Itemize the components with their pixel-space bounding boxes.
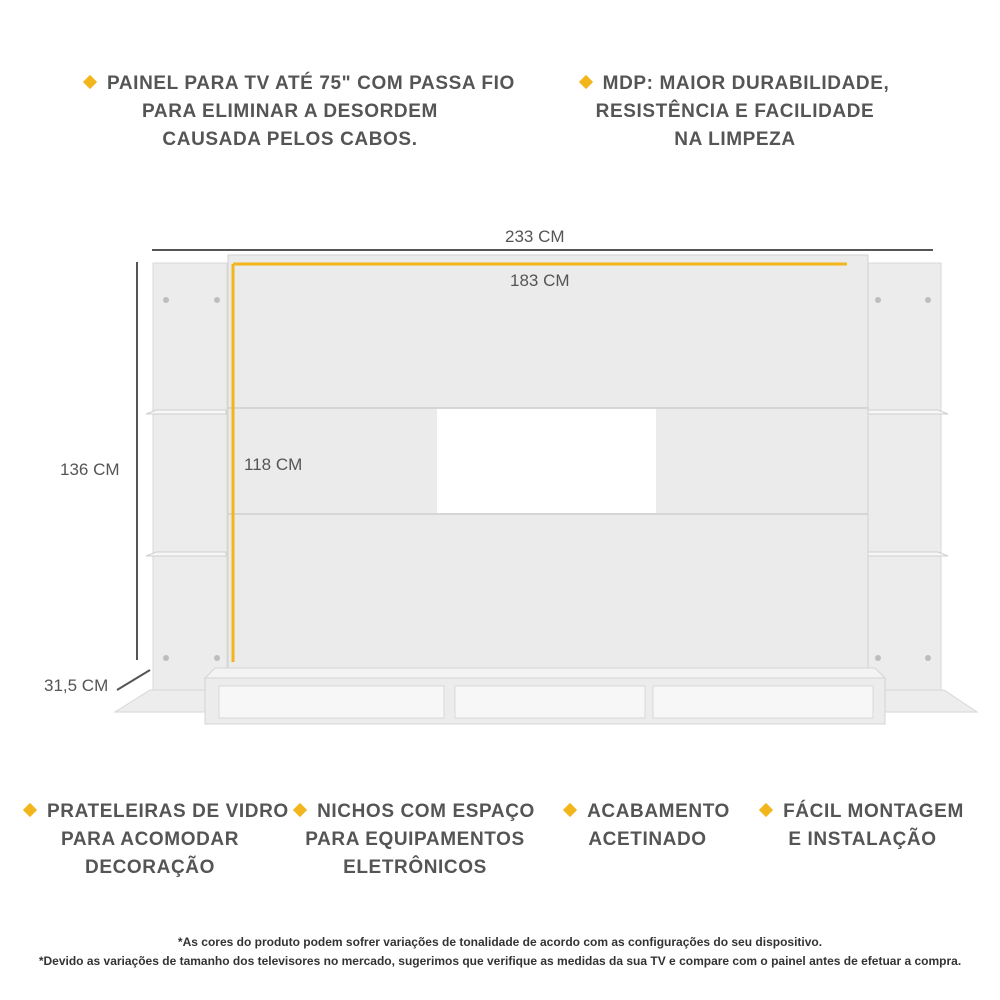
diamond-bullet-icon [563,803,577,817]
panel-height-label: 118 CM [244,455,303,474]
glass-shelf-right-bottom [868,552,948,556]
feature-assembly [755,798,970,854]
hinge-dot [214,655,220,661]
feature-finish [560,798,735,854]
hinge-dot [875,655,881,661]
right-side-panel [866,263,941,695]
feature-line: DECORAÇÃO [85,857,215,878]
feature-glass-shelves [25,798,289,882]
hinge-dot [163,655,169,661]
glass-shelf-left-top [146,410,226,414]
rack-niche [219,686,444,718]
feature-line: PAINEL PARA TV ATÉ 75" COM PASSA FIO [107,73,515,94]
footnote-tv-size: *Devido as variações de tamanho dos televisores no mercado, sugerimos que verifique as medidas da sua TV e compare com o painel antes de efetuar a compra. [38,954,962,968]
footnote-colors: *As cores do produto podem sofrer variações de tonalidade de acordo com as configurações do seu dispositivo. [177,935,823,949]
total-height-label: 136 CM [60,460,120,479]
feature-line: E INSTALAÇÃO [788,829,937,850]
rack-niche [653,686,873,718]
feature-line: PARA EQUIPAMENTOS [305,829,525,850]
hinge-dot [163,297,169,303]
rack-top [205,668,885,678]
hinge-dot [925,297,931,303]
feature-line: NA LIMPEZA [674,129,796,150]
feature-line: FÁCIL MONTAGEM [783,801,964,822]
feature-line: ELETRÔNICOS [343,857,487,878]
hinge-dot [214,297,220,303]
diamond-bullet-icon [23,803,37,817]
total-width-label: 233 CM [505,227,565,246]
feature-line: NICHOS COM ESPAÇO [317,801,535,822]
glass-shelf-right-top [868,410,948,414]
glass-shelf-left-bottom [146,552,226,556]
feature-line: ACETINADO [588,829,707,850]
hinge-dot [875,297,881,303]
feature-line: ACABAMENTO [587,801,730,822]
depth-line [117,670,150,690]
feature-line: PRATELEIRAS DE VIDRO [47,801,289,822]
hinge-dot [925,655,931,661]
feature-line: PARA ACOMODAR [60,829,240,850]
feature-line: PARA ELIMINAR A DESORDEM [142,101,438,122]
feature-line: MDP: MAIOR DURABILIDADE, [602,73,890,94]
feature-line: CAUSADA PELOS CABOS. [162,129,418,150]
depth-label: 31,5 CM [44,676,109,695]
diamond-bullet-icon [293,803,307,817]
feature-niches [295,798,535,882]
cable-pass-opening [437,409,656,513]
left-side-panel [153,263,227,695]
feature-line: RESISTÊNCIA E FACILIDADE [595,101,875,122]
diamond-bullet-icon [759,803,773,817]
rack-niche [455,686,645,718]
panel-width-label: 183 CM [510,271,570,290]
